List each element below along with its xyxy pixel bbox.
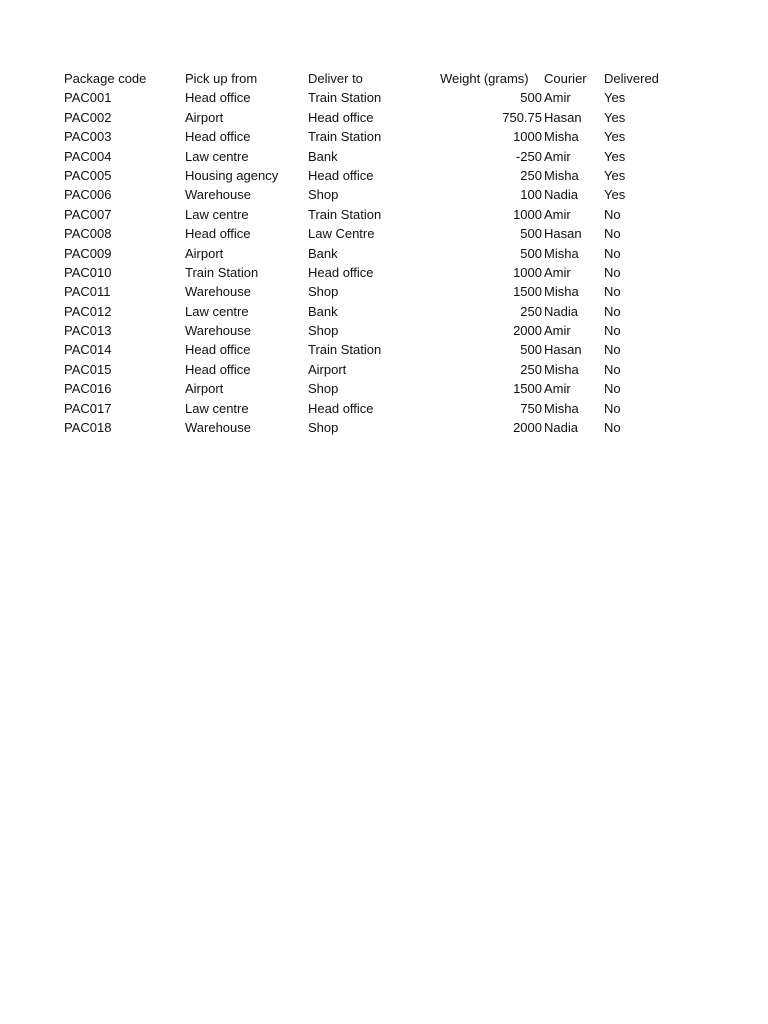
package-code-cell: PAC004 [64, 148, 112, 164]
package-code-cell: PAC009 [64, 245, 112, 261]
package-code-cell: PAC003 [64, 129, 112, 145]
pick-up-cell: Head office [185, 129, 251, 145]
courier-cell: Hasan [544, 109, 582, 125]
package-code-cell: PAC001 [64, 90, 112, 106]
delivered-cell: No [604, 245, 621, 261]
header-delivered: Delivered [604, 71, 659, 86]
weight-cell: 1000 [513, 206, 542, 222]
deliver-to-cell: Head office [308, 109, 374, 125]
courier-cell: Nadia [544, 187, 578, 203]
courier-cell: Amir [544, 148, 571, 164]
delivered-cell: No [604, 303, 621, 319]
table-row [64, 379, 704, 398]
table-row [64, 360, 704, 379]
delivered-cell: Yes [604, 167, 626, 183]
table-row [64, 147, 704, 166]
pick-up-cell: Airport [185, 381, 224, 397]
weight-cell: 1000 [513, 264, 542, 280]
pick-up-cell: Head office [185, 361, 251, 377]
weight-cell: -250 [515, 148, 542, 164]
delivered-cell: No [604, 381, 621, 397]
deliver-to-cell: Train Station [308, 90, 382, 106]
deliver-to-cell: Law Centre [308, 226, 375, 242]
package-code-cell: PAC005 [64, 167, 112, 183]
table-row [64, 263, 704, 282]
package-table [64, 69, 704, 437]
weight-cell: 100 [520, 187, 542, 203]
pick-up-cell: Warehouse [185, 323, 251, 339]
delivered-cell: No [604, 323, 621, 339]
delivered-cell: No [604, 226, 621, 242]
courier-cell: Amir [544, 381, 571, 397]
courier-cell: Nadia [544, 303, 578, 319]
weight-cell: 2000 [513, 323, 542, 339]
pick-up-cell: Law centre [185, 206, 249, 222]
deliver-to-cell: Shop [308, 323, 339, 339]
package-code-cell: PAC007 [64, 206, 112, 222]
pick-up-cell: Head office [185, 90, 251, 106]
table-row [64, 108, 704, 127]
header-pick-up-from: Pick up from [185, 71, 258, 86]
package-code-cell: PAC012 [64, 303, 112, 319]
pick-up-cell: Warehouse [185, 284, 251, 300]
weight-cell: 1500 [513, 381, 542, 397]
table-row [64, 282, 704, 301]
pick-up-cell: Head office [185, 342, 251, 358]
delivered-cell: Yes [604, 187, 626, 203]
package-code-cell: PAC016 [64, 381, 112, 397]
deliver-to-cell: Head office [308, 264, 374, 280]
weight-cell: 500 [520, 342, 542, 358]
deliver-to-cell: Airport [308, 361, 347, 377]
table-row [64, 224, 704, 243]
table-row [64, 127, 704, 146]
deliver-to-cell: Shop [308, 420, 339, 436]
delivered-cell: Yes [604, 129, 626, 145]
courier-cell: Amir [544, 264, 571, 280]
weight-cell: 250 [520, 303, 542, 319]
header-courier: Courier [544, 71, 587, 86]
deliver-to-cell: Head office [308, 167, 374, 183]
table-row [64, 185, 704, 204]
table-row [64, 302, 704, 321]
courier-cell: Misha [544, 167, 579, 183]
courier-cell: Misha [544, 129, 579, 145]
table-row [64, 244, 704, 263]
pick-up-cell: Airport [185, 245, 224, 261]
weight-cell: 250 [520, 361, 542, 377]
pick-up-cell: Warehouse [185, 420, 251, 436]
deliver-to-cell: Train Station [308, 342, 382, 358]
table-body [64, 88, 704, 437]
delivered-cell: No [604, 284, 621, 300]
header-weight: Weight (grams) [440, 71, 529, 86]
courier-cell: Amir [544, 90, 571, 106]
courier-cell: Nadia [544, 420, 578, 436]
table-row [64, 88, 704, 107]
courier-cell: Misha [544, 361, 579, 377]
weight-cell: 750 [520, 400, 542, 416]
package-code-cell: PAC017 [64, 400, 112, 416]
deliver-to-cell: Bank [308, 148, 338, 164]
delivered-cell: Yes [604, 148, 626, 164]
header-deliver-to: Deliver to [308, 71, 363, 86]
pick-up-cell: Airport [185, 109, 224, 125]
table-row [64, 166, 704, 185]
package-code-cell: PAC008 [64, 226, 112, 242]
delivered-cell: No [604, 400, 621, 416]
delivered-cell: Yes [604, 109, 626, 125]
table-row [64, 205, 704, 224]
deliver-to-cell: Head office [308, 400, 374, 416]
courier-cell: Amir [544, 206, 571, 222]
weight-cell: 1500 [513, 284, 542, 300]
courier-cell: Misha [544, 245, 579, 261]
package-code-cell: PAC010 [64, 264, 112, 280]
courier-cell: Hasan [544, 226, 582, 242]
weight-cell: 750.75 [502, 109, 542, 125]
table-row [64, 340, 704, 359]
table-row [64, 399, 704, 418]
delivered-cell: No [604, 206, 621, 222]
deliver-to-cell: Train Station [308, 206, 382, 222]
weight-cell: 250 [520, 167, 542, 183]
weight-cell: 500 [520, 90, 542, 106]
pick-up-cell: Law centre [185, 400, 249, 416]
pick-up-cell: Law centre [185, 303, 249, 319]
weight-cell: 500 [520, 245, 542, 261]
deliver-to-cell: Shop [308, 187, 339, 203]
weight-cell: 500 [520, 226, 542, 242]
package-code-cell: PAC011 [64, 284, 111, 300]
pick-up-cell: Train Station [185, 264, 259, 280]
delivered-cell: Yes [604, 90, 626, 106]
deliver-to-cell: Shop [308, 284, 339, 300]
courier-cell: Misha [544, 284, 579, 300]
delivered-cell: No [604, 342, 621, 358]
pick-up-cell: Law centre [185, 148, 249, 164]
delivered-cell: No [604, 361, 621, 377]
delivered-cell: No [604, 264, 621, 280]
package-code-cell: PAC013 [64, 323, 112, 339]
header-row [64, 69, 704, 88]
deliver-to-cell: Bank [308, 245, 338, 261]
courier-cell: Misha [544, 400, 579, 416]
courier-cell: Amir [544, 323, 571, 339]
delivered-cell: No [604, 420, 621, 436]
pick-up-cell: Head office [185, 226, 251, 242]
deliver-to-cell: Shop [308, 381, 339, 397]
table-row [64, 418, 704, 437]
package-code-cell: PAC002 [64, 109, 112, 125]
weight-cell: 1000 [513, 129, 542, 145]
weight-cell: 2000 [513, 420, 542, 436]
package-code-cell: PAC014 [64, 342, 112, 358]
package-code-cell: PAC018 [64, 420, 112, 436]
package-code-cell: PAC015 [64, 361, 112, 377]
courier-cell: Hasan [544, 342, 582, 358]
header-package-code: Package code [64, 71, 147, 86]
deliver-to-cell: Bank [308, 303, 338, 319]
table-row [64, 321, 704, 340]
pick-up-cell: Warehouse [185, 187, 251, 203]
deliver-to-cell: Train Station [308, 129, 382, 145]
pick-up-cell: Housing agency [185, 167, 279, 183]
package-code-cell: PAC006 [64, 187, 112, 203]
